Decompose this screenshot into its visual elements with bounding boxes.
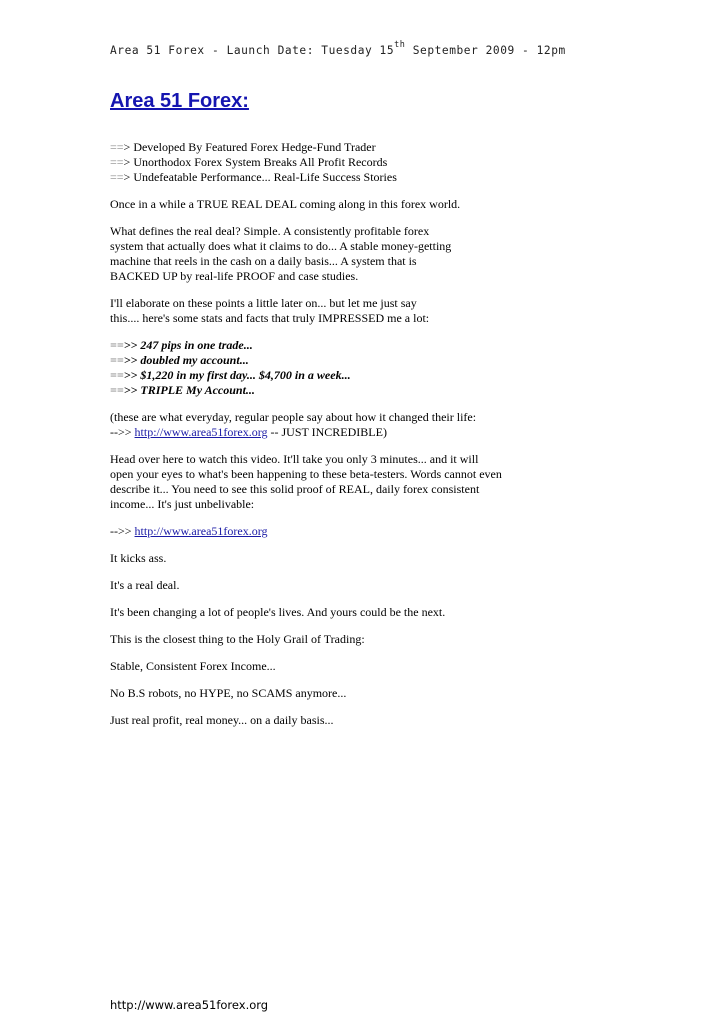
- page-footer: http://www.area51forex.org: [110, 998, 269, 1012]
- stat-text: >> doubled my account...: [123, 353, 249, 367]
- paragraph-income: Stable, Consistent Forex Income...: [110, 659, 276, 673]
- bullet-text: > Undefeatable Performance... Real-Life Success Stories: [123, 170, 397, 184]
- link-prefix: -->>: [110, 425, 135, 439]
- page-header: [110, 40, 566, 57]
- list-item: [110, 338, 630, 353]
- bullet-text: > Developed By Featured Forex Hedge-Fund Trader: [123, 140, 376, 154]
- arrow-marker: ==: [110, 140, 124, 154]
- paragraph-line: open your eyes to what's been happening to these beta-testers. Words cannot even: [110, 467, 502, 481]
- arrow-marker: ==: [110, 338, 124, 352]
- header-text-after: September 2009 - 12pm: [405, 44, 566, 57]
- link-prefix: -->>: [110, 524, 135, 538]
- paragraph-line: this.... here's some stats and facts that truly IMPRESSED me a lot:: [110, 311, 430, 325]
- paragraph-line: describe it... You need to see this solid proof of REAL, daily forex consistent: [110, 482, 480, 496]
- paragraph-line: system that actually does what it claims to do... A stable money-getting: [110, 239, 452, 253]
- paragraph-line: What defines the real deal? Simple. A consistently profitable forex: [110, 224, 430, 238]
- stat-text: >> $1,220 in my first day... $4,700 in a week...: [123, 368, 351, 382]
- stats-list: [110, 338, 630, 398]
- stat-text: >> TRIPLE My Account...: [123, 383, 255, 397]
- paragraph-lives: It's been changing a lot of people's lives. And yours could be the next.: [110, 605, 446, 619]
- paragraph-line: (these are what everyday, regular people say about how it changed their life:: [110, 410, 477, 424]
- paragraph-defines: [110, 224, 630, 284]
- list-item: [110, 155, 630, 170]
- page-title: Area 51 Forex:: [110, 90, 249, 112]
- list-item: [110, 170, 630, 185]
- stat-text: >> 247 pips in one trade...: [123, 338, 253, 352]
- header-text-before: Area 51 Forex - Launch Date: Tuesday 15: [110, 44, 395, 57]
- paragraph-line: Head over here to watch this video. It'll take you only 3 minutes... and it will: [110, 452, 479, 466]
- paragraph-video: [110, 452, 630, 512]
- paragraph-line: I'll elaborate on these points a little later on... but let me just say: [110, 296, 417, 310]
- list-item: [110, 353, 630, 368]
- arrow-marker: ==: [110, 155, 124, 169]
- list-item: [110, 383, 630, 398]
- arrow-marker: ==: [110, 368, 124, 382]
- paragraph-line: [110, 425, 630, 440]
- bullet-text: > Unorthodox Forex System Breaks All Profit Records: [123, 155, 388, 169]
- list-item: [110, 140, 630, 155]
- header-superscript: th: [394, 40, 406, 50]
- paragraph-everyday: [110, 410, 630, 440]
- site-link[interactable]: http://www.area51forex.org: [134, 425, 268, 439]
- paragraph-no-scams: No B.S robots, no HYPE, no SCAMS anymore...: [110, 686, 347, 700]
- arrow-marker: ==: [110, 383, 124, 397]
- link-suffix: -- JUST INCREDIBLE): [267, 425, 387, 439]
- paragraph-link: [110, 524, 630, 539]
- paragraph-holy-grail: This is the closest thing to the Holy Grail of Trading:: [110, 632, 365, 646]
- paragraph-real: It's a real deal.: [110, 578, 180, 592]
- paragraph-line: income... It's just unbelivable:: [110, 497, 255, 511]
- paragraph-real-deal: Once in a while a TRUE REAL DEAL coming along in this forex world.: [110, 197, 461, 211]
- paragraph-elaborate: [110, 296, 630, 326]
- paragraph-kicks: It kicks ass.: [110, 551, 167, 565]
- paragraph-line: machine that reels in the cash on a daily basis... A system that is: [110, 254, 417, 268]
- arrow-marker: ==: [110, 170, 124, 184]
- document-body: [110, 140, 630, 728]
- arrow-marker: ==: [110, 353, 124, 367]
- site-link[interactable]: http://www.area51forex.org: [134, 524, 268, 538]
- list-item: [110, 368, 630, 383]
- intro-bullet-list: [110, 140, 630, 185]
- paragraph-line: BACKED UP by real-life PROOF and case studies.: [110, 269, 359, 283]
- paragraph-profit: Just real profit, real money... on a daily basis...: [110, 713, 334, 727]
